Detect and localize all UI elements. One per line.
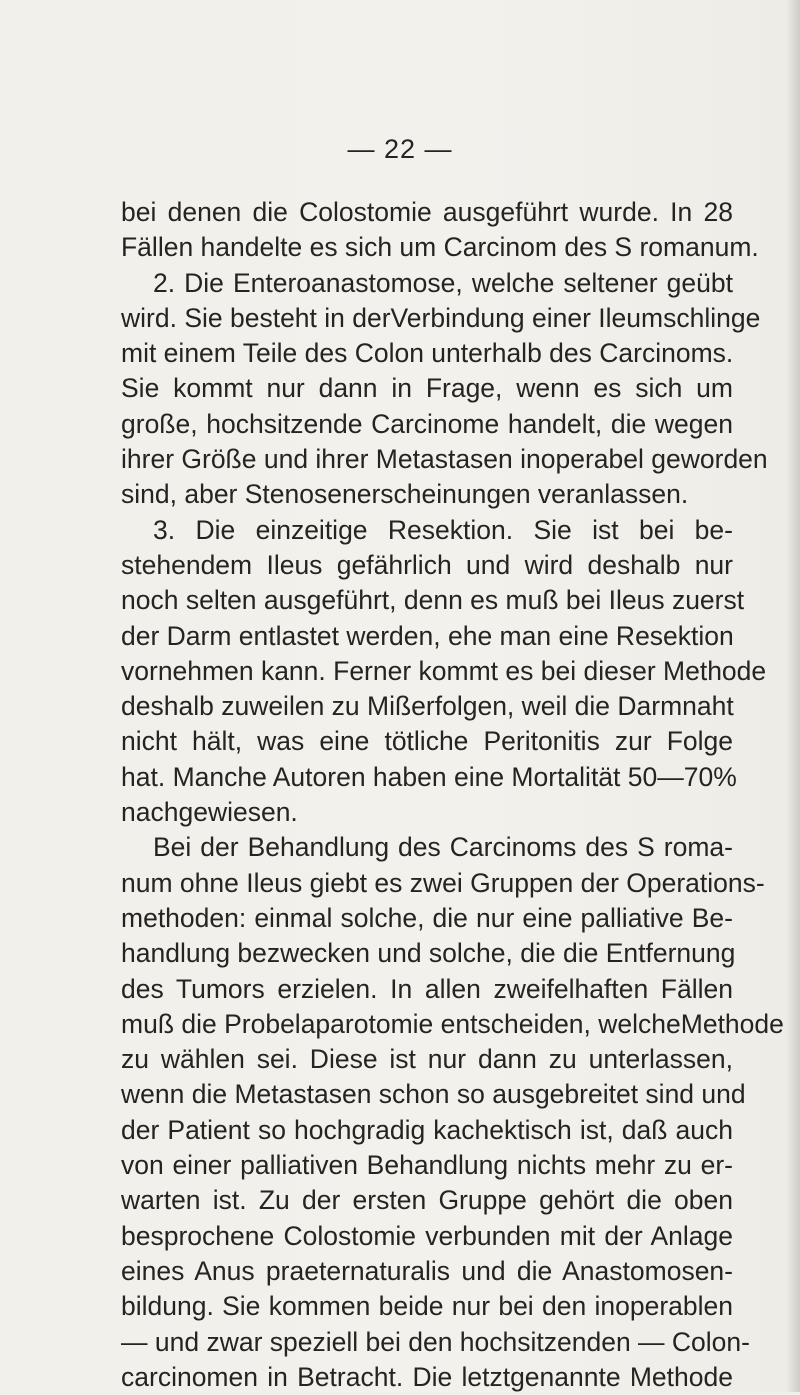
text-line: num ohne Ileus giebt es zwei Gruppen der Operations- — [121, 867, 765, 898]
text-line: Fällen handelte es sich um Carcinom des S romanum. — [121, 232, 759, 263]
text-line: wenn die Metastasen schon so ausgebreitet sind und — [121, 1079, 746, 1110]
text-line: von einer palliativen Behandlung nichts mehr zu er- — [121, 1150, 733, 1181]
text-line: nachgewiesen. — [121, 797, 298, 828]
text-line: mit einem Teile des Colon unterhalb des Carcinoms. — [121, 338, 734, 369]
text-line: — und zwar speziell bei den hochsitzenden — Colon- — [121, 1326, 750, 1357]
text-line: ihrer Größe und ihrer Metastasen inoperabel geworden — [121, 444, 768, 475]
text-line: warten ist. Zu der ersten Gruppe gehört die oben — [121, 1185, 733, 1216]
text-line: vornehmen kann. Ferner kommt es bei dieser Methode — [121, 655, 767, 686]
text-line: muß die Probelaparotomie entscheiden, welcheMethode — [121, 1008, 784, 1039]
text-line: bei denen die Colostomie ausgeführt wurde. In 28 — [121, 197, 733, 227]
body-text — [121, 195, 784, 1395]
text-line: hat. Manche Autoren haben eine Mortalität 50—70% — [121, 761, 737, 792]
text-line: besprochene Colostomie verbunden mit der Anlage — [121, 1220, 733, 1251]
text-line: des Tumors erzielen. In allen zweifelhaften Fällen — [121, 973, 733, 1004]
page-number: — 22 — — [347, 134, 453, 164]
text-line: der Patient so hochgradig kachektisch ist, daß auch — [121, 1114, 733, 1145]
text-line: noch selten ausgeführt, denn es muß bei Ileus zuerst — [121, 585, 745, 616]
text-line: eines Anus praeternaturalis und die Anastomosen- — [121, 1255, 733, 1286]
page-edge-shadow — [786, 0, 800, 1392]
text-line: Bei der Behandlung des Carcinoms des S roma- — [153, 832, 733, 863]
text-line: bildung. Sie kommen beide nur bei den inoperablen — [121, 1291, 733, 1322]
text-line: deshalb zuweilen zu Mißerfolgen, weil die Darmnaht — [121, 691, 734, 722]
text-line: nicht hält, was eine tötliche Peritonitis zur Folge — [121, 726, 733, 757]
text-line: 2. Die Enteroanastomose, welche seltener geübt — [153, 267, 733, 298]
text-line: große, hochsitzende Carcinome handelt, die wegen — [121, 408, 733, 439]
text-line: stehendem Ileus gefährlich und wird deshalb nur — [121, 549, 733, 580]
text-line: handlung bezwecken und solche, die die Entfernung — [121, 938, 736, 969]
text-line: zu wählen sei. Diese ist nur dann zu unterlassen, — [121, 1044, 733, 1075]
text-line: carcinomen in Betracht. Die letztgenannte Methode — [121, 1361, 733, 1392]
text-line: wird. Sie besteht in derVerbindung einer Ileumschlinge — [121, 302, 761, 333]
text-line: sind, aber Stenosenerscheinungen veranlassen. — [121, 479, 689, 510]
text-line: der Darm entlastet werden, ehe man eine Resektion — [121, 620, 734, 651]
text-line: methoden: einmal solche, die nur eine palliative Be- — [121, 902, 733, 933]
text-line: 3. Die einzeitige Resektion. Sie ist bei be- — [153, 514, 733, 545]
text-line: Sie kommt nur dann in Frage, wenn es sich um — [121, 373, 733, 404]
